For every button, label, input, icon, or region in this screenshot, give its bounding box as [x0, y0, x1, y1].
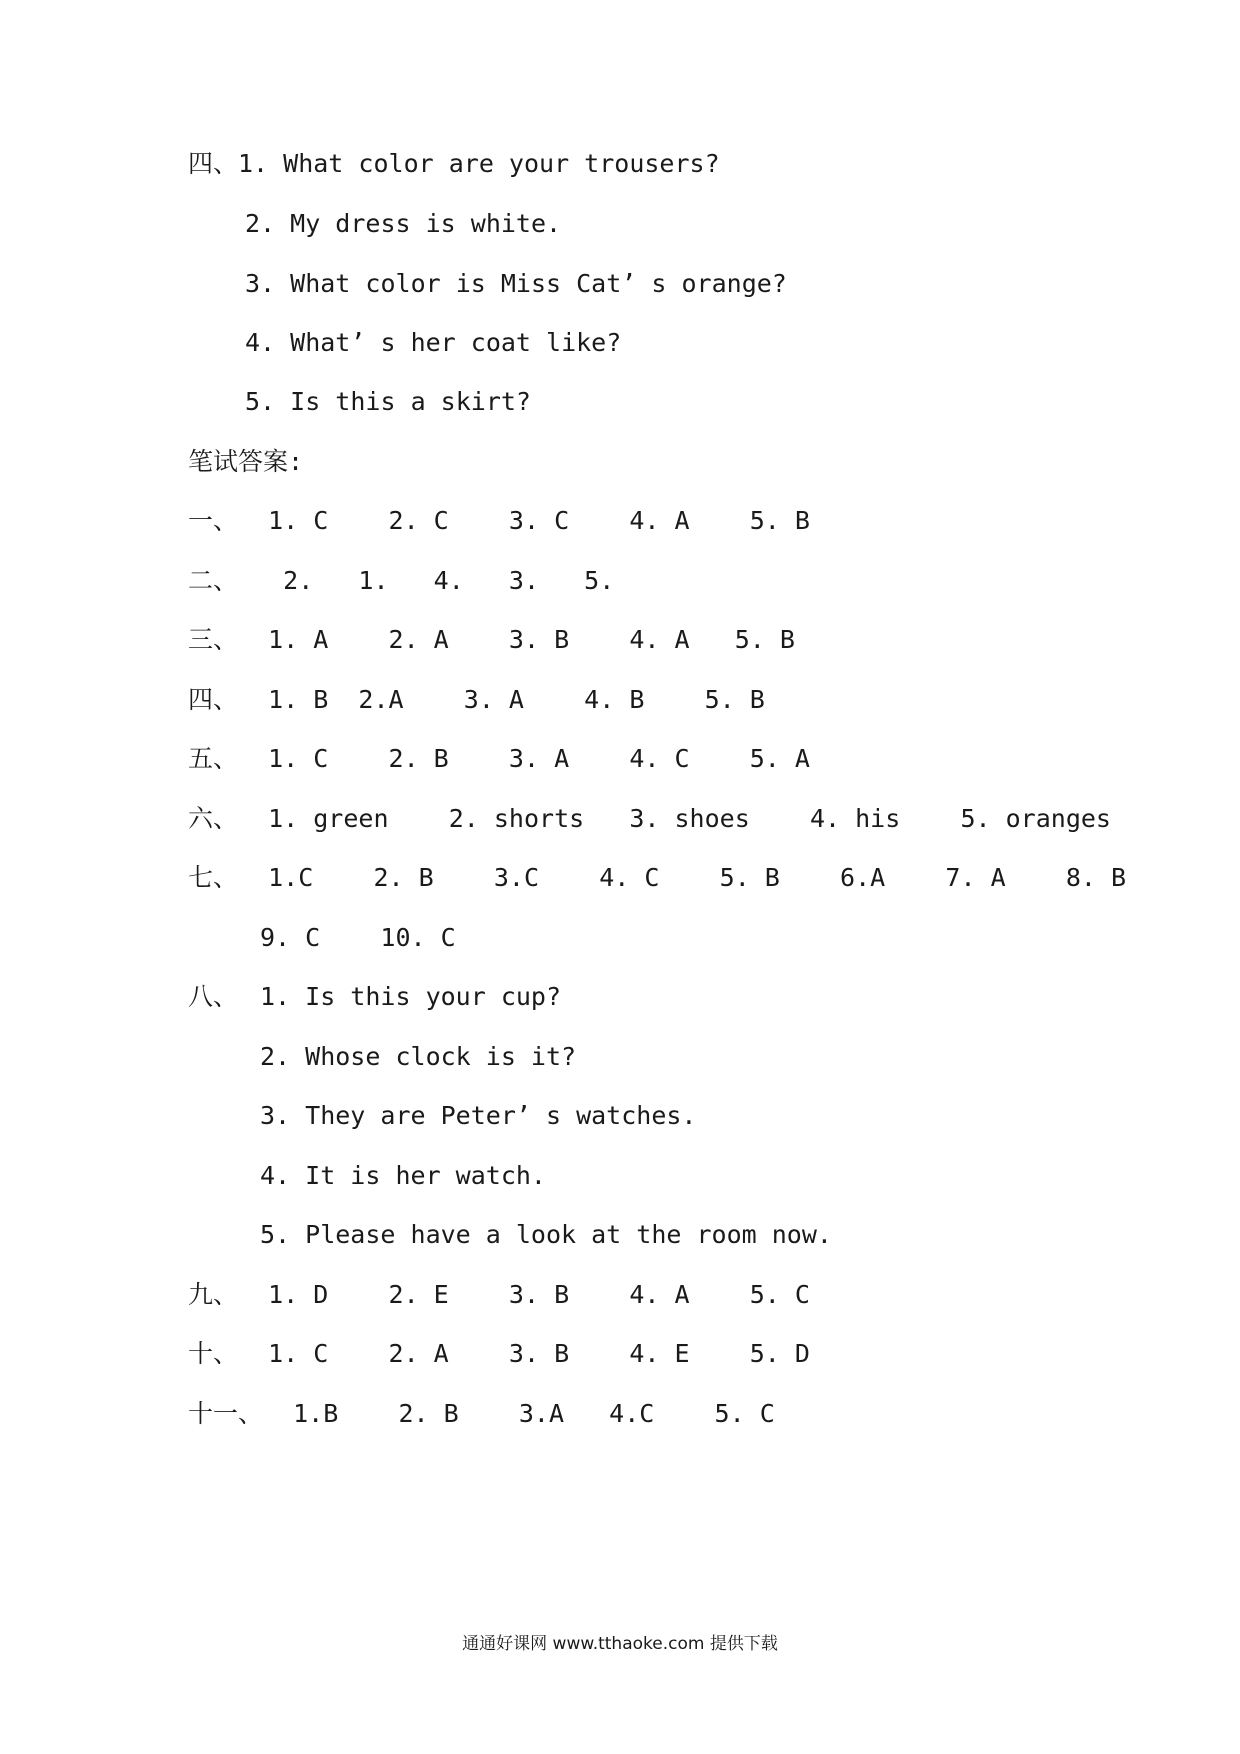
part8-q5: 5. Please have a look at the room now.: [260, 1220, 832, 1249]
listening-q1: 四、1. What color are your trousers?: [188, 149, 720, 178]
part7-answers-line2: 9. C 10. C: [260, 923, 456, 952]
part9-answers: 九、 1. D 2. E 3. B 4. A 5. C: [188, 1280, 810, 1309]
part6-answers: 六、 1. green 2. shorts 3. shoes 4. his 5. oranges: [188, 804, 1111, 833]
part2-answers: 二、 2. 1. 4. 3. 5.: [188, 566, 615, 595]
page-footer: 通通好课网 www.tthaoke.com 提供下载: [462, 1634, 778, 1654]
part1-answers: 一、 1. C 2. C 3. C 4. A 5. B: [188, 506, 810, 535]
part10-answers: 十、 1. C 2. A 3. B 4. E 5. D: [188, 1339, 810, 1368]
listening-q2: 2. My dress is white.: [245, 209, 562, 238]
part8-q4: 4. It is her watch.: [260, 1161, 546, 1190]
part8-q1: 1. Is this your cup?: [260, 982, 562, 1011]
listening-q5: 5. Is this a skirt?: [245, 387, 531, 416]
listening-q3: 3. What color is Miss Cat’ s orange?: [245, 269, 787, 298]
written-answers-heading: 笔试答案:: [188, 447, 304, 476]
part8-q2: 2. Whose clock is it?: [260, 1042, 577, 1071]
part8-label: 八、: [188, 982, 239, 1011]
part3-answers: 三、 1. A 2. A 3. B 4. A 5. B: [188, 625, 795, 654]
part11-answers: 十一、 1.B 2. B 3.A 4.C 5. C: [188, 1399, 775, 1428]
listening-q4: 4. What’ s her coat like?: [245, 328, 622, 357]
part5-answers: 五、 1. C 2. B 3. A 4. C 5. A: [188, 744, 810, 773]
part4-answers: 四、 1. B 2.A 3. A 4. B 5. B: [188, 685, 765, 714]
part8-q3: 3. They are Peter’ s watches.: [260, 1101, 697, 1130]
part7-answers-line1: 七、 1.C 2. B 3.C 4. C 5. B 6.A 7. A 8. B: [188, 863, 1127, 892]
